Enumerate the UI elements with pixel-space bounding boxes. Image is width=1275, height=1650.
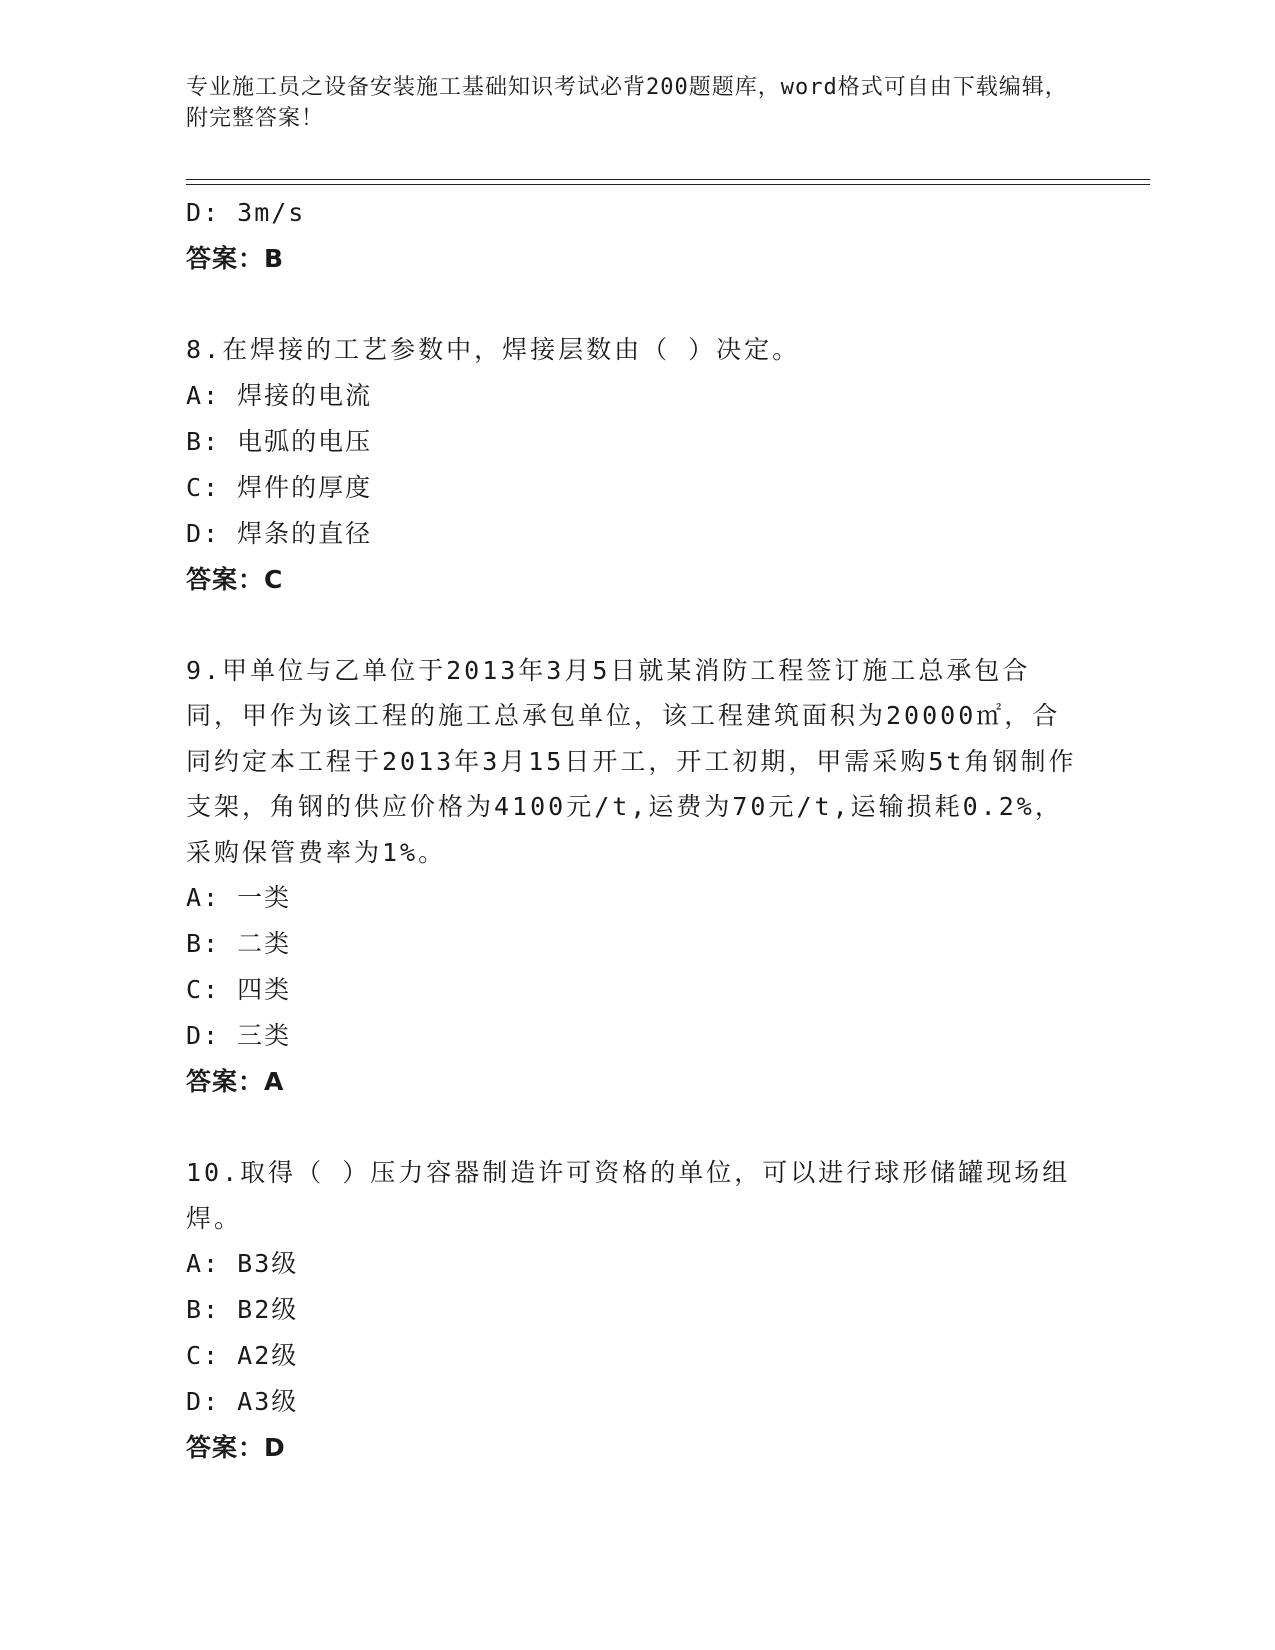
- answer-line: 答案：A: [186, 1067, 285, 1096]
- header-divider-top: [186, 179, 1150, 180]
- answer-line: 答案：D: [186, 1433, 286, 1462]
- option-d: D: 焊条的直径: [186, 518, 373, 548]
- option-b: B: B2级: [186, 1295, 299, 1324]
- option-c: C: 焊件的厚度: [186, 472, 373, 502]
- header-divider-bottom: [186, 184, 1150, 185]
- option-d: D: A3级: [186, 1387, 299, 1416]
- question-block-9: [186, 648, 1086, 1106]
- question-text: 9.甲单位与乙单位于2013年3月5日就某消防工程签订施工总承包合同，甲作为该工程的施工总承包单位，该工程建筑面积为20000㎡，合同约定本工程于2013年3月15日开工，开工初期，甲需采购5t角钢制作支架，角钢的供应价格为4100元/t,运费为70元/t,运输损耗0.2%，采购保管费率为1%。: [186, 655, 1077, 867]
- option-a: A: B3级: [186, 1249, 299, 1278]
- option-a: A: 一类: [186, 883, 292, 912]
- option-b: B: 电弧的电压: [186, 426, 373, 456]
- option-b: B: 二类: [186, 929, 292, 958]
- option-d: D: 3m/s: [186, 198, 306, 227]
- question-block-8: [186, 327, 1086, 603]
- question-list: [186, 190, 1086, 1471]
- answer-line: 答案：B: [186, 244, 285, 273]
- option-a: A: 焊接的电流: [186, 380, 373, 410]
- question-text: 10.取得（ ）压力容器制造许可资格的单位，可以进行球形储罐现场组焊。: [186, 1158, 1071, 1233]
- option-c: C: A2级: [186, 1341, 299, 1370]
- option-c: C: 四类: [186, 975, 292, 1004]
- page-header: 专业施工员之设备安装施工基础知识考试必背200题题库，word格式可自由下载编辑，附完整答案！: [186, 75, 1068, 131]
- answer-line: 答案：C: [186, 564, 284, 594]
- question-block-7: [186, 190, 1086, 282]
- question-block-10: [186, 1150, 1086, 1471]
- option-d: D: 三类: [186, 1021, 292, 1050]
- question-text: 8.在焊接的工艺参数中，焊接层数由（ ）决定。: [186, 335, 801, 364]
